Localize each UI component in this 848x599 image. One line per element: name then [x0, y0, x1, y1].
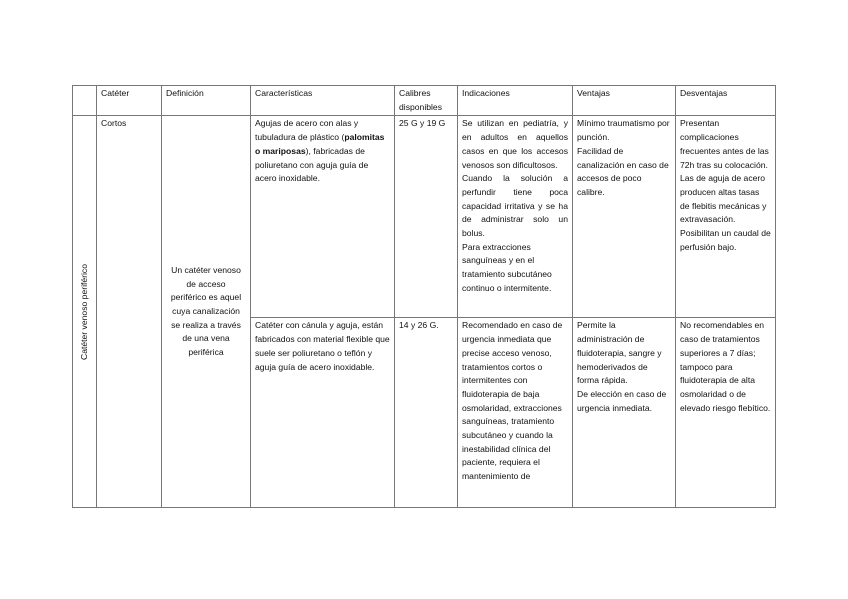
ind1-paragraph-1: Se utilizan en pediatría, y en adultos en aquellos casos en que los accesos venosos son dificultosos.: [462, 118, 568, 170]
header-row: [73, 86, 776, 116]
header-indicaciones: Indicaciones: [458, 86, 573, 116]
header-ventajas: Ventajas: [573, 86, 676, 116]
side-label: Catéter venoso periférico: [78, 263, 89, 360]
ind1-paragraph-2: Cuando la solución a perfundir tiene poca capacidad irritativa y se ha de administrar solo un bolus.: [462, 173, 568, 239]
header-calibres-line1: Calibres: [399, 88, 431, 98]
header-definicion: Definición: [162, 86, 251, 116]
side-label-cell: [73, 116, 97, 508]
ven2-paragraph-1: Permite la administración de fluidoterapia, sangre y hemoderivados de forma rápida.: [577, 320, 662, 386]
indicaciones-cell-1: [458, 116, 573, 318]
desventajas-cell-1: [676, 116, 776, 318]
header-cateter: Catéter: [97, 86, 162, 116]
catheter-table: [72, 85, 776, 508]
caracteristicas-cell-2: Catéter con cánula y aguja, están fabricados con material flexible que suele ser poliuretano o teflón y aguja guía de acero inoxidable.: [251, 318, 395, 508]
des1-paragraph-1: Presentan complicaciones frecuentes antes de las 72h tras su colocación.: [680, 118, 769, 170]
definicion-cell: Un catéter venoso de acceso periférico es aquel cuya canalización se realiza a través de una vena periférica: [162, 116, 251, 508]
caracteristicas-cell-1: [251, 116, 395, 318]
calibres-cell-2: 14 y 26 G.: [395, 318, 458, 508]
header-calibres: [395, 86, 458, 116]
desventajas-cell-2: No recomendables en caso de tratamientos superiores a 7 días; tampoco para fluidoterapia de alta osmolaridad o de elevado riesgo flebítico.: [676, 318, 776, 508]
header-caracteristicas: Características: [251, 86, 395, 116]
ven1-paragraph-1: Mínimo traumatismo por punción.: [577, 118, 670, 143]
des1-paragraph-3: Posibilitan un caudal de perfusión bajo.: [680, 228, 771, 252]
des1-paragraph-2: Las de aguja de acero producen altas tasas de flebitis mecánicas y extravasación.: [680, 173, 767, 225]
ind1-paragraph-3: Para extracciones sanguíneas y en el tratamiento subcutáneo continuo o intermitente.: [462, 241, 552, 293]
car1-pre: Agujas de acero con alas y tubuladura de plástico (: [255, 118, 359, 143]
ven2-paragraph-2: De elección en caso de urgencia inmediata.: [577, 388, 667, 413]
indicaciones-cell-2: Recomendado en caso de urgencia inmediata que precise acceso venoso, tratamientos cortos o intermitentes con fluidoterapia de baja osmolaridad, extracciones sanguíneas, tratamiento subcutáneo y cuando la inestabilidad clínica del paciente, requiera el mantenimiento de: [458, 318, 573, 508]
car1-post: ), fabricadas de poliuretano con aguja guía de acero inoxidable.: [255, 145, 369, 184]
ventajas-cell-1: [573, 116, 676, 318]
table-row: [73, 116, 776, 318]
ventajas-cell-2: [573, 318, 676, 508]
header-calibres-line2: disponibles: [399, 101, 442, 112]
car1-bold: palomitas o mariposas: [255, 132, 385, 156]
ven1-paragraph-2: Facilidad de canalización en caso de accesos de poco calibre.: [577, 145, 669, 197]
calibres-cell-1: 25 G y 19 G: [395, 116, 458, 318]
header-desventajas: Desventajas: [676, 86, 776, 116]
cortos-cell: Cortos: [97, 116, 162, 508]
header-corner-cell: [73, 86, 97, 116]
